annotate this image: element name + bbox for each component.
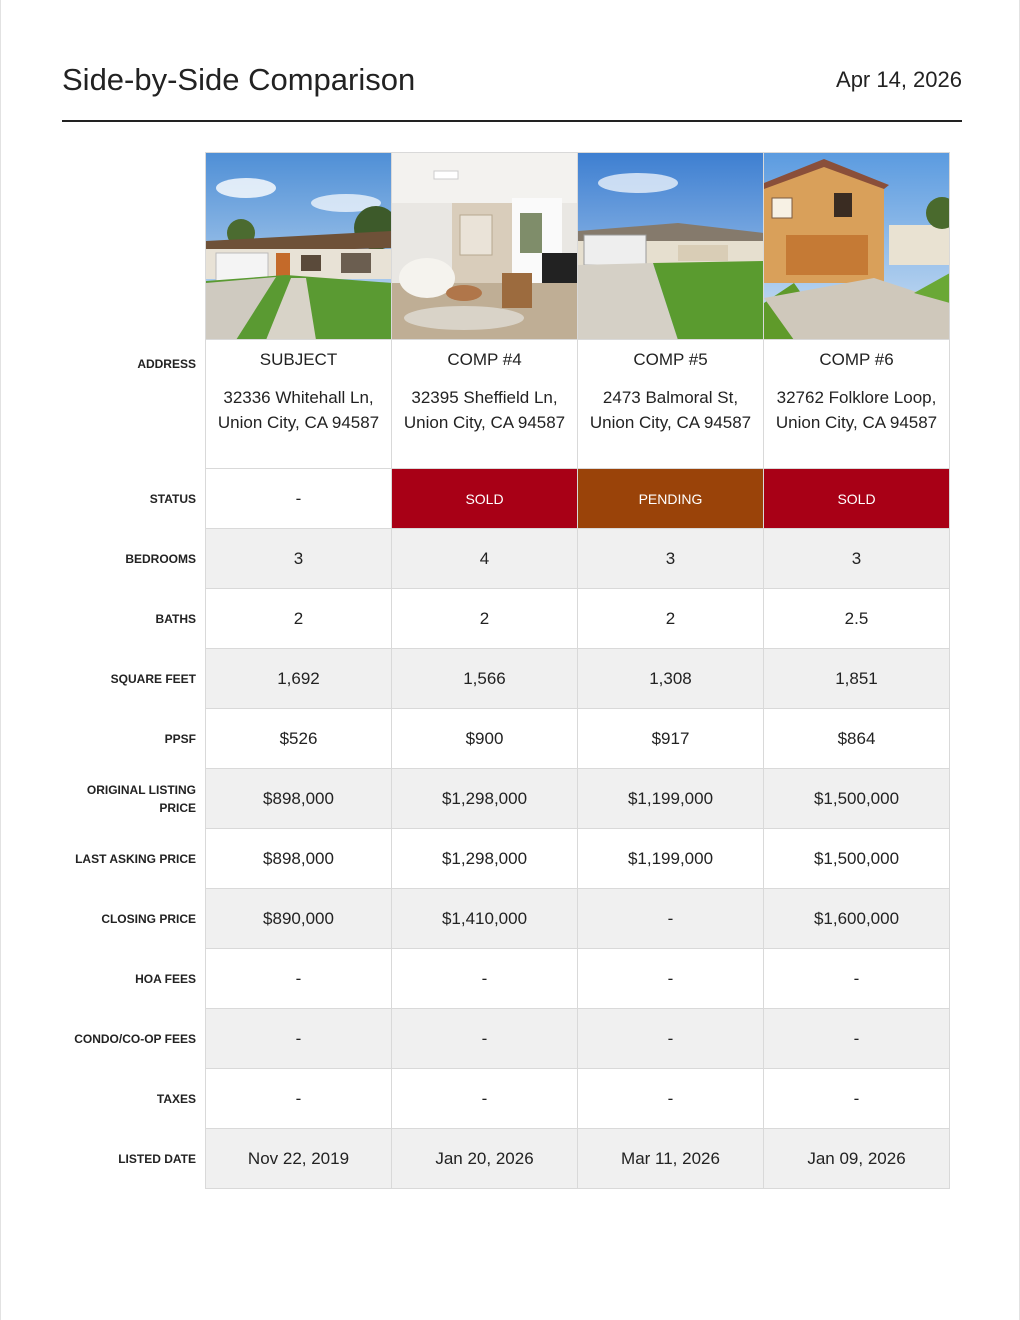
status-badge-comp-4: SOLD — [392, 469, 578, 529]
table-cell: 2 — [206, 589, 392, 649]
table-cell: $890,000 — [206, 889, 392, 949]
table-cell: $1,298,000 — [392, 829, 578, 889]
property-name: COMP #5 — [633, 350, 708, 369]
table-cell: Jan 20, 2026 — [392, 1129, 578, 1189]
ppsf-row — [63, 709, 951, 769]
property-address: 32395 Sheffield Ln, Union City, CA 94587 — [403, 388, 566, 432]
table-cell: 2 — [392, 589, 578, 649]
row-label-listed: LISTED DATE — [118, 1152, 196, 1166]
table-cell: - — [206, 1069, 392, 1129]
row-label-condo: CONDO/CO-OP FEES — [74, 1032, 196, 1046]
photo-row — [63, 152, 951, 339]
original-price-row — [63, 769, 951, 829]
table-cell: - — [392, 1069, 578, 1129]
status-row — [63, 469, 951, 529]
table-cell: 3 — [578, 529, 764, 589]
condo-row — [63, 1009, 951, 1069]
table-cell: - — [764, 1009, 950, 1069]
listed-date-row — [63, 1129, 951, 1189]
table-cell: - — [578, 1069, 764, 1129]
report-date: Apr 14, 2026 — [836, 67, 962, 92]
address-cell-comp-5 — [578, 339, 764, 469]
table-cell: 1,692 — [206, 649, 392, 709]
property-address: 32762 Folklore Loop, Union City, CA 94587 — [775, 388, 938, 432]
property-photo-comp-4[interactable] — [392, 153, 578, 340]
table-cell: 3 — [764, 529, 950, 589]
property-photo-comp-6[interactable] — [764, 153, 950, 340]
closing-price-row — [63, 889, 951, 949]
table-cell: $1,500,000 — [764, 829, 950, 889]
address-row — [63, 339, 951, 469]
row-label-sqft: SQUARE FEET — [110, 672, 196, 686]
hoa-row — [63, 949, 951, 1009]
row-label-address: ADDRESS — [137, 357, 196, 371]
table-cell: - — [578, 1009, 764, 1069]
table-cell: 3 — [206, 529, 392, 589]
row-label-bedrooms: BEDROOMS — [125, 552, 196, 566]
last-asking-row — [63, 829, 951, 889]
table-cell: $900 — [392, 709, 578, 769]
table-cell: $1,298,000 — [392, 769, 578, 829]
table-cell: - — [206, 1009, 392, 1069]
table-cell: 1,566 — [392, 649, 578, 709]
address-cell-comp-6 — [764, 339, 950, 469]
baths-row — [63, 589, 951, 649]
bedrooms-row — [63, 529, 951, 589]
row-label-status: STATUS — [149, 492, 196, 506]
row-label-taxes: TAXES — [156, 1092, 196, 1106]
table-cell: $1,600,000 — [764, 889, 950, 949]
property-name: COMP #6 — [819, 350, 894, 369]
table-cell: - — [578, 949, 764, 1009]
row-label-closing: CLOSING PRICE — [101, 912, 196, 926]
table-cell: Nov 22, 2019 — [206, 1129, 392, 1189]
table-cell: $1,500,000 — [764, 769, 950, 829]
table-cell: 1,308 — [578, 649, 764, 709]
table-cell: - — [764, 1069, 950, 1129]
table-cell: - — [392, 949, 578, 1009]
address-cell-comp-4 — [392, 339, 578, 469]
table-cell: - — [578, 889, 764, 949]
table-cell: $898,000 — [206, 829, 392, 889]
address-cell-subject — [206, 339, 392, 469]
table-cell: $526 — [206, 709, 392, 769]
table-cell: 1,851 — [764, 649, 950, 709]
property-photo-comp-5[interactable] — [578, 153, 764, 340]
property-address: 32336 Whitehall Ln, Union City, CA 94587 — [217, 388, 380, 432]
table-cell: $1,199,000 — [578, 829, 764, 889]
property-photo-subject[interactable] — [206, 153, 392, 340]
table-cell: $1,199,000 — [578, 769, 764, 829]
row-label-hoa: HOA FEES — [135, 972, 196, 986]
table-cell: 4 — [392, 529, 578, 589]
property-name: COMP #4 — [447, 350, 522, 369]
table-cell: Mar 11, 2026 — [578, 1129, 764, 1189]
taxes-row — [63, 1069, 951, 1129]
row-label-ppsf: PPSF — [164, 732, 196, 746]
page-title: Side-by-Side Comparison — [62, 62, 416, 97]
row-label-baths: BATHS — [155, 612, 196, 626]
property-name: SUBJECT — [259, 350, 338, 369]
table-cell: $898,000 — [206, 769, 392, 829]
table-cell: - — [206, 949, 392, 1009]
property-address: 2473 Balmoral St, Union City, CA 94587 — [589, 388, 752, 432]
report-header — [62, 60, 962, 122]
comparison-table — [63, 152, 951, 1189]
table-cell: 2 — [578, 589, 764, 649]
table-cell: $864 — [764, 709, 950, 769]
table-cell: - — [392, 1009, 578, 1069]
sqft-row — [63, 649, 951, 709]
table-cell: $1,410,000 — [392, 889, 578, 949]
status-badge-comp-5: PENDING — [578, 469, 764, 529]
row-label-original-price: ORIGINAL LISTING PRICE — [86, 783, 196, 815]
table-cell: Jan 09, 2026 — [764, 1129, 950, 1189]
table-cell: 2.5 — [764, 589, 950, 649]
row-label-last-asking: LAST ASKING PRICE — [75, 852, 196, 866]
table-cell: - — [764, 949, 950, 1009]
table-cell: $917 — [578, 709, 764, 769]
status-badge-comp-6: SOLD — [764, 469, 950, 529]
status-badge-subject: - — [206, 469, 392, 529]
